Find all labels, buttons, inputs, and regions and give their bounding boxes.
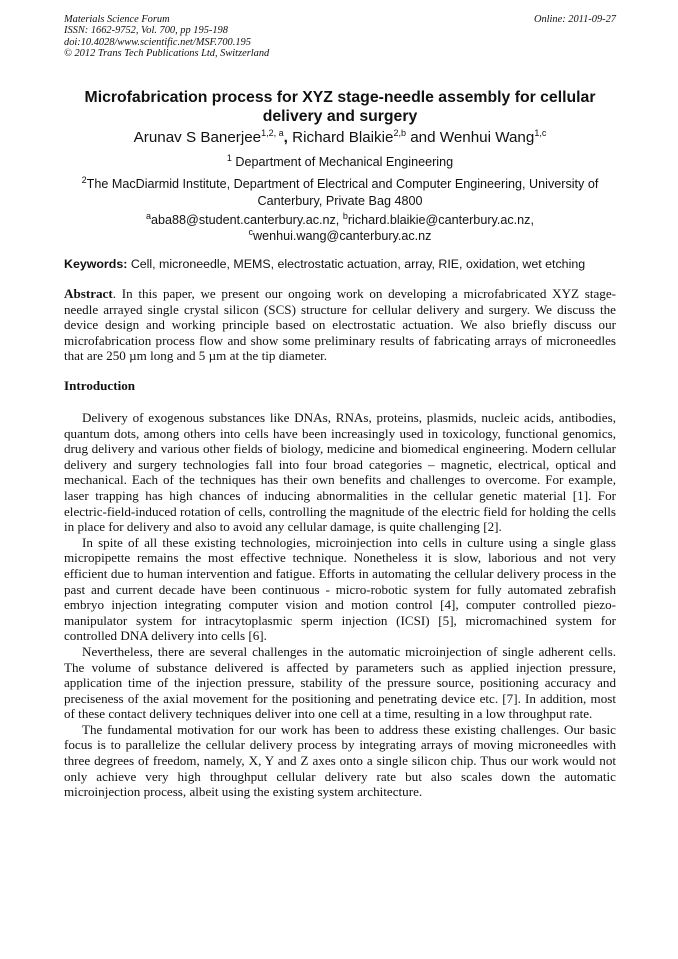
affiliation (64, 176, 616, 210)
affiliation (64, 154, 616, 171)
keywords (64, 256, 624, 273)
paper-title: Microfabrication process for XYZ stage-needle assembly for cellular delivery and surgery (84, 89, 596, 125)
author-name: Arunav S Banerjee (133, 129, 262, 146)
email-link[interactable]: aba88@student.canterbury.ac.nz, (151, 213, 340, 227)
author-name: Richard Blaikie (292, 129, 394, 146)
affiliation-text: The MacDiarmid Institute, Department of Electrical and Computer Engineering, University of Canterbury, Private Bag 4800 (86, 177, 599, 208)
section-heading: Introduction (64, 378, 136, 393)
affiliation-text: Department of Mechanical Engineering (235, 155, 454, 169)
journal-name: Materials Science Forum (64, 14, 170, 25)
journal-issn: ISSN: 1662-9752, Vol. 700, pp 195-198 (64, 25, 228, 37)
email-link[interactable]: richard.blaikie@canterbury.ac.nz, (347, 213, 534, 227)
author-list (64, 128, 616, 148)
abstract (64, 286, 616, 364)
keywords-text: Cell, microneedle, MEMS, electrostatic actuation, array, RIE, oxidation, wet etching (130, 257, 586, 271)
journal-copyright: © 2012 Trans Tech Publications Ltd, Switzerland (64, 48, 270, 60)
author-separator: and (410, 129, 436, 146)
email-mark: b (342, 210, 348, 221)
keywords-label: Keywords: (64, 257, 128, 271)
introduction-body (64, 410, 616, 800)
email-mark: a (146, 210, 152, 221)
paragraph: Delivery of exogenous substances like DNAs, RNAs, proteins, plasmids, nucleic acids, antibodies, quantum dots, among others into cells have been increasingly used in toxicology, functional genomics, drug delivery and various other fields of biology, medicine and biomedical engineering. Modern cellular delivery and surgery technologies fall into four broad categories – magnetic, electrical, optical and mechanical. Each of the techniques has their own benefits and challenges to overcome. For example, laser trapping has high chances of inducing abnormalities in the cellular genetic material [1]. For electric-field-induced rotation of cells, controlling the magnitude of the electric field for holding the cells in place for delivery and also to avoid any cellular damage, is quite challenging [2]. (64, 410, 616, 535)
paragraph: The fundamental motivation for our work has been to address these existing challenges. Our basic focus is to parallelize the cellular delivery process by integrating arrays of moving microneedles with three degrees of freedom, namely, X, Y and Z axes onto a single silicon chip. Thus our work would not only achieve very high throughput cellular delivery rate but also scales down the automatic microinjection process, albeit using the existing system architecture. (64, 721, 616, 800)
author-name: Wenhui Wang (439, 129, 535, 146)
journal-doi: doi:10.4028/www.scientific.net/MSF.700.195 (64, 36, 251, 48)
email-link[interactable]: wenhui.wang@canterbury.ac.nz (253, 229, 432, 243)
author-affiliation-mark: 2,b (393, 127, 406, 138)
email-mark: c (248, 226, 254, 237)
journal-header (64, 14, 616, 60)
affiliation-mark: 2 (81, 174, 87, 185)
paragraph: Nevertheless, there are several challenges in the automatic microinjection of single adherent cells. The volume of substance delivered is affected by parameters such as applied injection pressure, application time of the injection pressure, stability of the pressure source, positioning accuracy and preciseness of the axial movement for the positioning and penetrating device etc. [7]. In addition, most of these contact delivery techniques deliver into one cell at a time, resulting in a low throughput rate. (64, 643, 616, 722)
author-separator: , (283, 129, 288, 146)
affiliation-mark: 1 (226, 152, 232, 163)
abstract-text: . In this paper, we present our ongoing work on developing a microfabricated XYZ stage-needle arrayed single crystal silicon (SCS) structure for cellular delivery and surgery. We discuss the device design and working principle based on electrostatic actuation. We also briefly discuss our microfabrication process flow and show some preliminary results of fabricating arrays of microneedles that are 250 µm long and 5 µm at the tip diameter. (64, 286, 616, 364)
author-affiliation-mark: 1,c (534, 127, 547, 138)
online-date: Online: 2011-09-27 (533, 14, 616, 25)
author-emails (64, 212, 616, 244)
author-affiliation-mark: 1,2, a (261, 127, 284, 138)
abstract-label: Abstract (64, 286, 113, 301)
paragraph: In spite of all these existing technologies, microinjection into cells in culture using a single glass micropipette remains the most effective technique. Nonetheless it is slow, laborious and not very efficient due to human intervention and fatigue. Efforts in automating the cellular delivery process in the past and current decade have been continuous - micro-robotic system for fully automated zebrafish embryo injection integrating computer vision and motion control [4], computer controlled piezo-manipulator system for intracytoplasmic sperm injection (ICSI) [5], micromachined system for controlled DNA delivery into cells [6]. (64, 534, 616, 644)
